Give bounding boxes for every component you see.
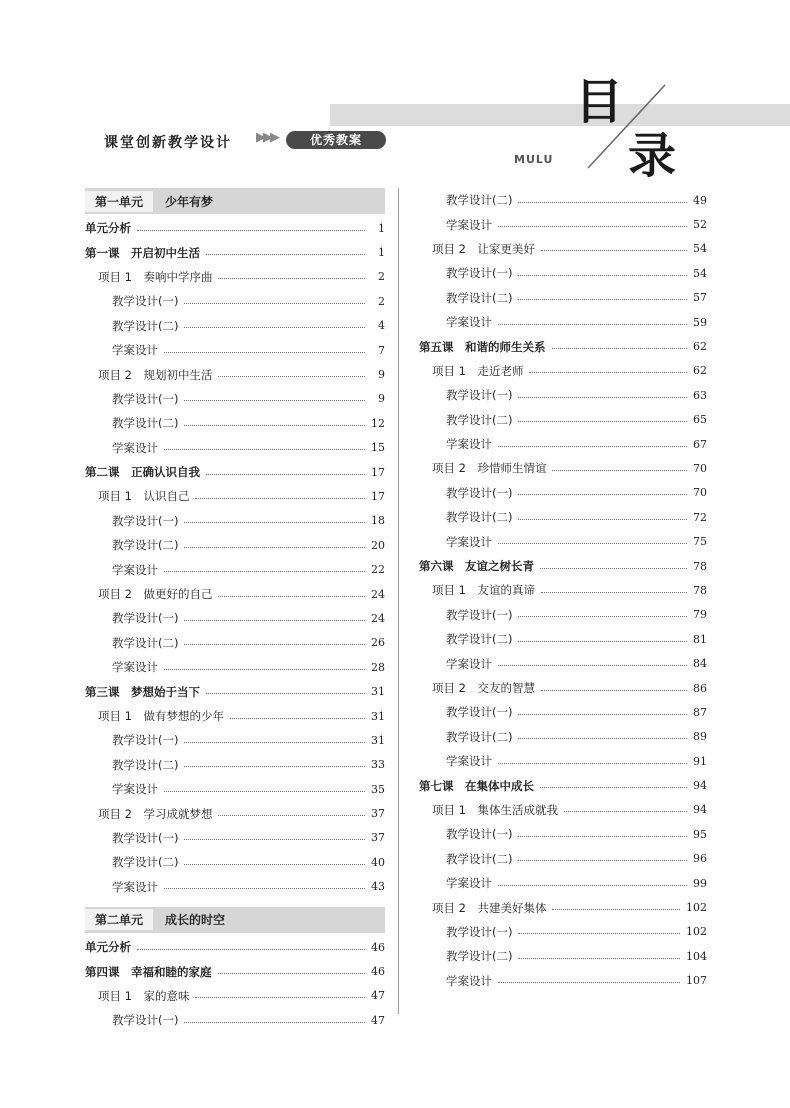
entry-title: 项目 1 认识自己 bbox=[98, 489, 190, 504]
entry-title: 项目 2 交友的智慧 bbox=[432, 681, 535, 695]
dot-leader bbox=[541, 592, 687, 593]
page-number: 46 bbox=[371, 940, 385, 954]
dot-leader bbox=[218, 278, 365, 279]
entry-title: 教学设计(二) bbox=[446, 851, 513, 866]
dot-leader bbox=[218, 973, 366, 974]
unit-heading-text bbox=[85, 909, 231, 930]
entry-title: 教学设计(一) bbox=[446, 924, 513, 939]
toc-entry-item[interactable] bbox=[85, 484, 385, 508]
entry-title: 教学设计(二) bbox=[112, 855, 179, 870]
page-number: 9 bbox=[378, 392, 385, 406]
toc-left-column bbox=[85, 188, 385, 1033]
page-number: 62 bbox=[693, 364, 707, 378]
dot-leader bbox=[218, 596, 365, 597]
toc-entry-lesson[interactable] bbox=[85, 679, 385, 703]
dot-leader bbox=[540, 568, 687, 569]
toc-entry-sub[interactable] bbox=[85, 728, 385, 752]
page-number: 65 bbox=[693, 413, 707, 427]
dot-leader bbox=[518, 958, 680, 959]
toc-entry-sub[interactable] bbox=[419, 749, 707, 773]
entry-title: 第二课 正确认识自我 bbox=[85, 465, 200, 480]
toc-entry-sub[interactable] bbox=[419, 408, 707, 432]
page-number: 79 bbox=[693, 608, 707, 622]
entry-title: 教学设计(一) bbox=[112, 294, 179, 309]
toc-entry-sub[interactable] bbox=[419, 920, 707, 944]
dot-leader bbox=[230, 718, 365, 719]
toc-entry-sub[interactable] bbox=[419, 700, 707, 724]
series-title: 课堂创新教学设计 bbox=[104, 135, 232, 151]
page-number: 20 bbox=[371, 538, 385, 552]
page-number: 94 bbox=[693, 803, 707, 817]
entry-title: 教学设计(二) bbox=[446, 632, 513, 647]
entry-title: 项目 1 做有梦想的少年 bbox=[98, 709, 224, 723]
page-number: 54 bbox=[693, 266, 707, 280]
toc-entry-item[interactable] bbox=[85, 801, 385, 825]
toc-entry-sub[interactable] bbox=[419, 188, 707, 212]
entry-title: 学案设计 bbox=[112, 879, 158, 894]
toc-entry-sub[interactable] bbox=[419, 822, 707, 846]
toc-entry-sub[interactable] bbox=[419, 505, 707, 529]
entry-title: 学案设计 bbox=[112, 660, 158, 675]
dot-leader bbox=[541, 690, 687, 691]
entry-title: 教学设计(二) bbox=[112, 318, 179, 333]
page-number: 35 bbox=[371, 782, 385, 796]
toc-entry-sub[interactable] bbox=[85, 875, 385, 899]
toc-entry-sub[interactable] bbox=[85, 753, 385, 777]
toc-entry-sub[interactable] bbox=[419, 310, 707, 334]
toc-entry-item[interactable] bbox=[85, 362, 385, 386]
edition-badge: 优秀教案 bbox=[286, 131, 386, 149]
dot-leader bbox=[164, 888, 365, 889]
entry-title: 教学设计(二) bbox=[446, 949, 513, 964]
entry-title: 项目 2 规划初中生活 bbox=[98, 367, 213, 382]
entry-title: 教学设计(二) bbox=[112, 538, 179, 553]
page-number: 91 bbox=[693, 754, 707, 768]
page-number: 54 bbox=[693, 242, 707, 256]
dot-leader bbox=[552, 909, 680, 910]
dot-leader bbox=[195, 498, 365, 499]
page-number: 70 bbox=[693, 486, 707, 500]
page-number: 63 bbox=[693, 388, 707, 402]
dot-leader bbox=[164, 571, 365, 572]
page-number: 40 bbox=[371, 855, 385, 869]
dot-leader bbox=[137, 949, 365, 950]
page-number: 18 bbox=[371, 514, 385, 528]
dot-leader bbox=[529, 372, 687, 373]
toc-entry-sub[interactable] bbox=[419, 261, 707, 285]
entry-title: 项目 1 集体生活成就我 bbox=[432, 802, 558, 817]
dot-leader bbox=[218, 376, 365, 377]
toc-entry-sub[interactable] bbox=[85, 338, 385, 362]
toc-unit-heading[interactable] bbox=[85, 188, 385, 214]
page-number: 24 bbox=[371, 611, 385, 625]
entry-title: 学案设计 bbox=[446, 217, 492, 232]
page-number: 47 bbox=[371, 1013, 385, 1027]
dot-leader bbox=[184, 547, 365, 548]
page-number: 72 bbox=[693, 510, 707, 524]
toc-entry-analysis[interactable] bbox=[85, 216, 385, 240]
entry-title: 教学设计(一) bbox=[446, 266, 513, 281]
page-number: 96 bbox=[693, 852, 707, 866]
toc-entry-item[interactable] bbox=[419, 578, 707, 602]
dot-leader bbox=[184, 303, 365, 304]
toc-entry-lesson[interactable] bbox=[85, 460, 385, 484]
dot-leader bbox=[564, 811, 687, 812]
toc-entry-sub[interactable] bbox=[85, 850, 385, 874]
toc-entry-item[interactable] bbox=[419, 798, 707, 822]
dot-leader bbox=[518, 616, 687, 617]
toc-entry-item[interactable] bbox=[419, 676, 707, 700]
entry-title: 教学设计(一) bbox=[446, 607, 513, 622]
toc-entry-sub[interactable] bbox=[419, 627, 707, 651]
dot-leader bbox=[184, 425, 365, 426]
contents-title-char-1: 目 bbox=[575, 74, 624, 130]
toc-entry-sub[interactable] bbox=[419, 481, 707, 505]
page-number: 75 bbox=[693, 535, 707, 549]
toc-entry-sub[interactable] bbox=[419, 529, 707, 553]
dot-leader bbox=[164, 791, 365, 792]
entry-title: 教学设计(二) bbox=[446, 193, 513, 208]
dot-leader bbox=[164, 669, 365, 670]
page-number: 2 bbox=[378, 270, 385, 284]
unit-title: 成长的时空 bbox=[165, 913, 226, 928]
toc-entry-sub[interactable] bbox=[419, 383, 707, 407]
dot-leader bbox=[498, 226, 687, 227]
column-divider bbox=[398, 188, 399, 1014]
page-number: 15 bbox=[371, 441, 385, 455]
dot-leader bbox=[498, 763, 687, 764]
toc-entry-sub[interactable] bbox=[85, 509, 385, 533]
entry-title: 项目 2 做更好的自己 bbox=[98, 587, 213, 602]
entry-title: 学案设计 bbox=[446, 437, 492, 452]
toc-entry-lesson[interactable] bbox=[419, 773, 707, 797]
entry-title: 学案设计 bbox=[446, 754, 492, 769]
toc-entry-lesson[interactable] bbox=[419, 334, 707, 358]
page-number: 99 bbox=[693, 876, 707, 890]
page-number: 26 bbox=[371, 636, 385, 650]
toc-entry-sub[interactable] bbox=[419, 432, 707, 456]
toc-entry-lesson[interactable] bbox=[85, 240, 385, 264]
page-number: 31 bbox=[371, 685, 385, 699]
entry-title: 教学设计(一) bbox=[112, 611, 179, 626]
toc-entry-item[interactable] bbox=[419, 359, 707, 383]
unit-number: 第一单元 bbox=[85, 191, 153, 212]
page-number: 17 bbox=[371, 489, 385, 503]
toc-entry-item[interactable] bbox=[419, 456, 707, 480]
dot-leader bbox=[518, 860, 687, 861]
page-number: 46 bbox=[371, 965, 385, 979]
entry-title: 单元分析 bbox=[85, 221, 131, 236]
page-number: 59 bbox=[693, 315, 707, 329]
page-number: 1 bbox=[378, 221, 385, 235]
toc-right-column bbox=[419, 188, 707, 993]
dot-leader bbox=[518, 299, 687, 300]
dot-leader bbox=[184, 644, 365, 645]
page-number: 47 bbox=[371, 989, 385, 1003]
entry-title: 学案设计 bbox=[112, 343, 158, 358]
toc-entry-sub[interactable] bbox=[419, 286, 707, 310]
page-number: 33 bbox=[371, 758, 385, 772]
dot-leader bbox=[184, 1022, 365, 1023]
dot-leader bbox=[206, 693, 365, 694]
dot-leader bbox=[518, 714, 687, 715]
page-number: 62 bbox=[693, 340, 707, 354]
page-number: 84 bbox=[693, 657, 707, 671]
unit-number: 第二单元 bbox=[85, 909, 153, 930]
page-number: 24 bbox=[371, 587, 385, 601]
dot-leader bbox=[518, 421, 687, 422]
entry-title: 教学设计(一) bbox=[112, 830, 179, 845]
dot-leader bbox=[498, 665, 687, 666]
toc-entry-sub[interactable] bbox=[85, 314, 385, 338]
toc-entry-sub[interactable] bbox=[85, 655, 385, 679]
page-number: 4 bbox=[378, 319, 385, 333]
entry-title: 第一课 开启初中生活 bbox=[85, 245, 200, 260]
entry-title: 项目 1 友谊的真谛 bbox=[432, 583, 535, 598]
toc-entry-sub[interactable] bbox=[85, 387, 385, 411]
dot-leader bbox=[498, 324, 687, 325]
toc-entry-lesson[interactable] bbox=[419, 554, 707, 578]
entry-title: 教学设计(一) bbox=[112, 1013, 179, 1028]
toc-entry-sub[interactable] bbox=[85, 1008, 385, 1032]
entry-title: 学案设计 bbox=[446, 973, 492, 988]
page-number: 43 bbox=[371, 880, 385, 894]
toc-entry-sub[interactable] bbox=[419, 603, 707, 627]
toc-entry-sub[interactable] bbox=[419, 651, 707, 675]
dot-leader bbox=[184, 766, 365, 767]
page-number: 86 bbox=[693, 681, 707, 695]
page-number: 37 bbox=[371, 831, 385, 845]
page-number: 7 bbox=[378, 343, 385, 357]
toc-entry-sub[interactable] bbox=[419, 944, 707, 968]
entry-title: 教学设计(二) bbox=[112, 416, 179, 431]
entry-title: 学案设计 bbox=[446, 656, 492, 671]
entry-title: 教学设计(一) bbox=[446, 388, 513, 403]
toc-entry-sub[interactable] bbox=[85, 411, 385, 435]
page-number: 31 bbox=[371, 733, 385, 747]
page-number: 9 bbox=[378, 368, 385, 382]
dot-leader bbox=[540, 787, 687, 788]
dot-leader bbox=[518, 738, 687, 739]
entry-title: 第六课 友谊之树长青 bbox=[419, 559, 534, 574]
dot-leader bbox=[184, 742, 365, 743]
page-number: 12 bbox=[371, 416, 385, 430]
entry-title: 教学设计(二) bbox=[446, 510, 513, 525]
unit-gap bbox=[85, 899, 385, 907]
page-number: 28 bbox=[371, 660, 385, 674]
entry-title: 学案设计 bbox=[446, 876, 492, 891]
dot-leader bbox=[184, 327, 365, 328]
entry-title: 第四课 幸福和睦的家庭 bbox=[85, 964, 212, 979]
dot-leader bbox=[498, 446, 687, 447]
page-number: 57 bbox=[693, 291, 707, 305]
dot-leader bbox=[518, 494, 687, 495]
dot-leader bbox=[498, 982, 680, 983]
entry-title: 教学设计(一) bbox=[446, 705, 513, 720]
toc-entry-item[interactable] bbox=[419, 895, 707, 919]
toc-entry-item[interactable] bbox=[419, 237, 707, 261]
entry-title: 项目 2 让家更美好 bbox=[432, 241, 535, 256]
toc-unit-heading[interactable] bbox=[85, 907, 385, 933]
arrow-icon: ▶▶▶ bbox=[256, 130, 277, 145]
toc-entry-sub[interactable] bbox=[85, 436, 385, 460]
toc-entry-item[interactable] bbox=[85, 984, 385, 1008]
dot-leader bbox=[195, 997, 365, 998]
page-number: 31 bbox=[371, 709, 385, 723]
dot-leader bbox=[137, 230, 365, 231]
unit-heading-text bbox=[85, 191, 219, 212]
dot-leader bbox=[518, 397, 687, 398]
entry-title: 学案设计 bbox=[112, 440, 158, 455]
entry-title: 项目 1 奏响中学序曲 bbox=[98, 269, 213, 284]
entry-title: 教学设计(一) bbox=[112, 391, 179, 406]
entry-title: 教学设计(一) bbox=[112, 733, 179, 748]
page-number: 1 bbox=[378, 246, 385, 260]
entry-title: 教学设计(一) bbox=[446, 485, 513, 500]
dot-leader bbox=[518, 519, 687, 520]
dot-leader bbox=[552, 348, 688, 349]
page-number: 102 bbox=[686, 925, 707, 939]
dot-leader bbox=[164, 449, 365, 450]
entry-title: 项目 1 家的意味 bbox=[98, 988, 190, 1003]
page-number: 81 bbox=[693, 632, 707, 646]
page-number: 107 bbox=[686, 974, 707, 988]
page-number: 52 bbox=[693, 218, 707, 232]
entry-title: 教学设计(二) bbox=[446, 412, 513, 427]
dot-leader bbox=[206, 254, 365, 255]
entry-title: 教学设计(二) bbox=[112, 635, 179, 650]
page-number: 95 bbox=[693, 827, 707, 841]
toc-entry-analysis[interactable] bbox=[85, 935, 385, 959]
entry-title: 项目 2 学习成就梦想 bbox=[98, 806, 213, 821]
entry-title: 教学设计(一) bbox=[446, 827, 513, 842]
toc-entry-sub[interactable] bbox=[85, 777, 385, 801]
dot-leader bbox=[218, 815, 365, 816]
entry-title: 项目 2 共建美好集体 bbox=[432, 900, 547, 915]
toc-entry-sub[interactable] bbox=[85, 606, 385, 630]
toc-entry-sub[interactable] bbox=[85, 631, 385, 655]
page-number: 2 bbox=[378, 294, 385, 308]
toc-entry-sub[interactable] bbox=[419, 725, 707, 749]
dot-leader bbox=[541, 250, 687, 251]
contents-title-char-2: 录 bbox=[628, 128, 677, 184]
page-number: 17 bbox=[371, 465, 385, 479]
entry-title: 教学设计(二) bbox=[112, 757, 179, 772]
toc-entry-sub[interactable] bbox=[419, 871, 707, 895]
page-number: 78 bbox=[693, 559, 707, 573]
entry-title: 第五课 和谐的师生关系 bbox=[419, 339, 546, 354]
toc-entry-lesson[interactable] bbox=[85, 959, 385, 983]
dot-leader bbox=[552, 470, 687, 471]
dot-leader bbox=[164, 352, 365, 353]
dot-leader bbox=[498, 543, 687, 544]
page-number: 49 bbox=[693, 193, 707, 207]
toc-entry-sub[interactable] bbox=[85, 826, 385, 850]
page-number: 67 bbox=[693, 437, 707, 451]
toc-entry-sub[interactable] bbox=[85, 289, 385, 313]
page-number: 89 bbox=[693, 730, 707, 744]
toc-entry-item[interactable] bbox=[85, 704, 385, 728]
toc-entry-item[interactable] bbox=[85, 265, 385, 289]
page-number: 104 bbox=[686, 949, 707, 963]
entry-title: 学案设计 bbox=[446, 534, 492, 549]
entry-title: 单元分析 bbox=[85, 940, 131, 955]
page-number: 37 bbox=[371, 807, 385, 821]
toc-entry-sub[interactable] bbox=[419, 212, 707, 236]
entry-title: 教学设计(一) bbox=[112, 513, 179, 528]
entry-title: 教学设计(二) bbox=[446, 290, 513, 305]
page-number: 78 bbox=[693, 583, 707, 597]
toc-entry-item[interactable] bbox=[85, 582, 385, 606]
entry-title: 第七课 在集体中成长 bbox=[419, 778, 534, 793]
entry-title: 学案设计 bbox=[112, 782, 158, 797]
entry-title: 项目 2 珍惜师生情谊 bbox=[432, 461, 547, 476]
page-number: 22 bbox=[371, 563, 385, 577]
entry-title: 学案设计 bbox=[446, 315, 492, 330]
dot-leader bbox=[518, 275, 687, 276]
dot-leader bbox=[518, 202, 687, 203]
toc-entry-sub[interactable] bbox=[419, 969, 707, 993]
entry-title: 学案设计 bbox=[112, 562, 158, 577]
dot-leader bbox=[184, 400, 365, 401]
page-number: 94 bbox=[693, 779, 707, 793]
toc-entry-sub[interactable] bbox=[85, 533, 385, 557]
contents-title-pinyin: MULU bbox=[514, 153, 554, 166]
page-number: 102 bbox=[686, 901, 707, 915]
unit-title: 少年有梦 bbox=[165, 194, 214, 209]
dot-leader bbox=[184, 839, 365, 840]
toc-entry-sub[interactable] bbox=[85, 557, 385, 581]
dot-leader bbox=[206, 474, 365, 475]
dot-leader bbox=[184, 620, 365, 621]
toc-entry-sub[interactable] bbox=[419, 847, 707, 871]
dot-leader bbox=[518, 933, 680, 934]
dot-leader bbox=[498, 885, 687, 886]
entry-title: 项目 1 走近老师 bbox=[432, 363, 524, 378]
page-number: 70 bbox=[693, 461, 707, 475]
dot-leader bbox=[184, 522, 365, 523]
dot-leader bbox=[518, 641, 687, 642]
dot-leader bbox=[518, 836, 687, 837]
page-number: 87 bbox=[693, 705, 707, 719]
entry-title: 第三课 梦想始于当下 bbox=[85, 684, 200, 699]
entry-title: 教学设计(二) bbox=[446, 729, 513, 744]
dot-leader bbox=[184, 864, 365, 865]
